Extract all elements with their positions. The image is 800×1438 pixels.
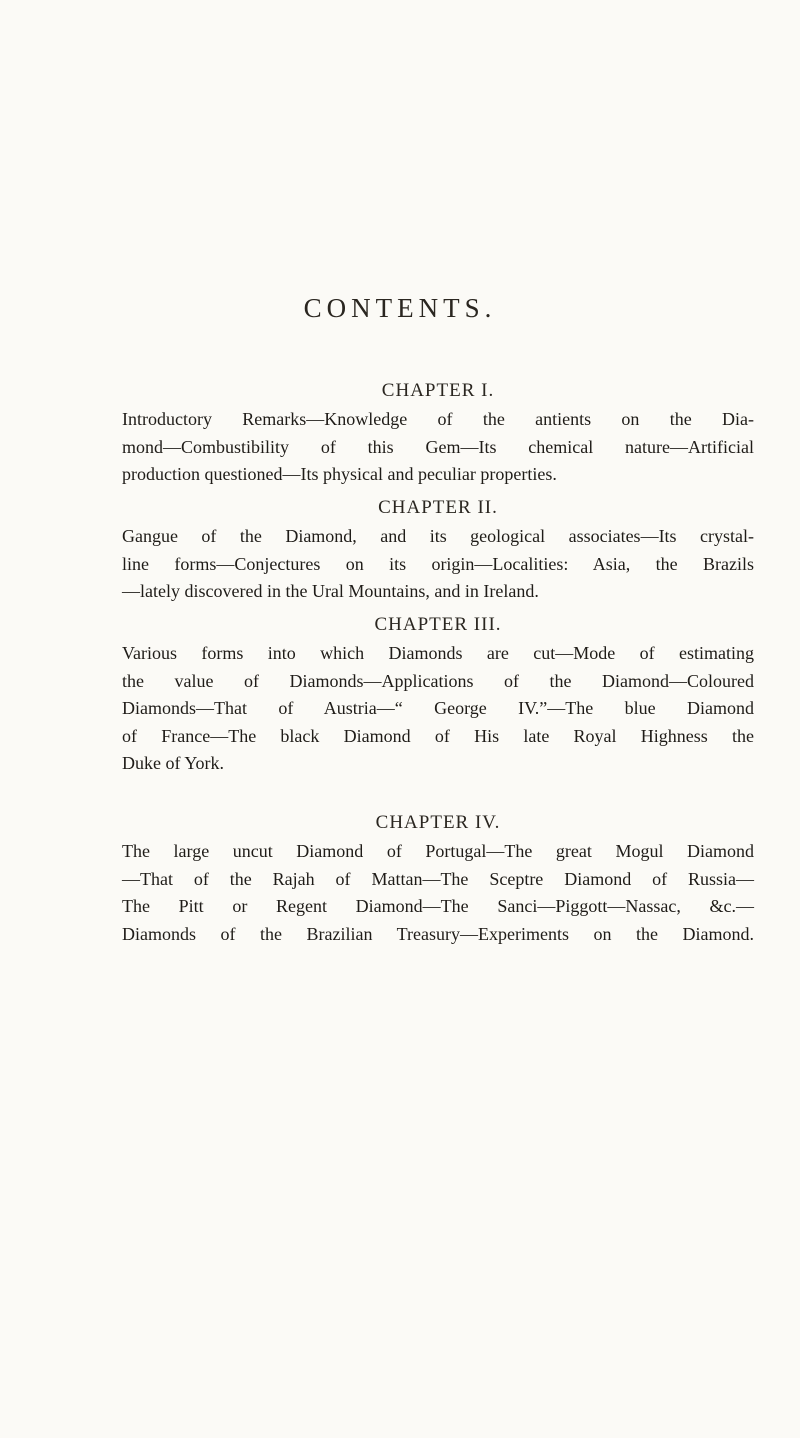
chapter-4-line-3: The Pitt or Regent Diamond—The Sanci—Piggott—Nassac, &c.— bbox=[122, 896, 754, 916]
contents-heading: CONTENTS. bbox=[303, 293, 497, 323]
chapter-4-title: CHAPTER IV. bbox=[375, 812, 501, 833]
chapter-2-title: CHAPTER II. bbox=[378, 497, 498, 518]
chapter-4-line-4: Diamonds of the Brazilian Treasury—Experiments on the Diamond. bbox=[122, 923, 754, 944]
chapter-4-line-2: —That of the Rajah of Mattan—The Sceptre Diamond of Russia— bbox=[122, 868, 754, 889]
chapter-2-line-3: —lately discovered in the Ural Mountains, and in Ireland. bbox=[122, 581, 539, 601]
chapter-1-title: CHAPTER I. bbox=[381, 380, 495, 401]
chapter-4-line-1: The large uncut Diamond of Portugal—The great Mogul Diamond bbox=[122, 841, 754, 861]
chapter-1-line-1: Introductory Remarks—Knowledge of the antients on the Dia- bbox=[122, 409, 754, 429]
chapter-1-section bbox=[122, 380, 754, 489]
chapter-3-line-4: of France—The black Diamond of His late Royal Highness the bbox=[122, 725, 754, 746]
chapter-4-section bbox=[122, 812, 754, 948]
chapter-3-line-5: Duke of York. bbox=[122, 753, 225, 773]
chapter-3-line-2: the value of Diamonds—Applications of the Diamond—Coloured bbox=[122, 670, 754, 691]
chapter-2-line-1: Gangue of the Diamond, and its geological associates—Its crystal- bbox=[122, 526, 754, 546]
chapter-3-title: CHAPTER III. bbox=[374, 614, 502, 635]
chapter-2-line-2: line forms—Conjectures on its origin—Localities: Asia, the Brazils bbox=[122, 553, 754, 574]
chapter-1-line-3: production questioned—Its physical and peculiar properties. bbox=[122, 464, 557, 484]
chapter-3-section bbox=[122, 614, 754, 778]
chapter-3-line-1: Various forms into which Diamonds are cut—Mode of estimating bbox=[122, 643, 754, 663]
chapter-1-line-2: mond—Combustibility of this Gem—Its chemical nature—Artificial bbox=[122, 436, 754, 457]
chapter-2-section bbox=[122, 497, 754, 606]
chapter-3-line-3: Diamonds—That of Austria—“ George IV.”—The blue Diamond bbox=[122, 698, 754, 718]
